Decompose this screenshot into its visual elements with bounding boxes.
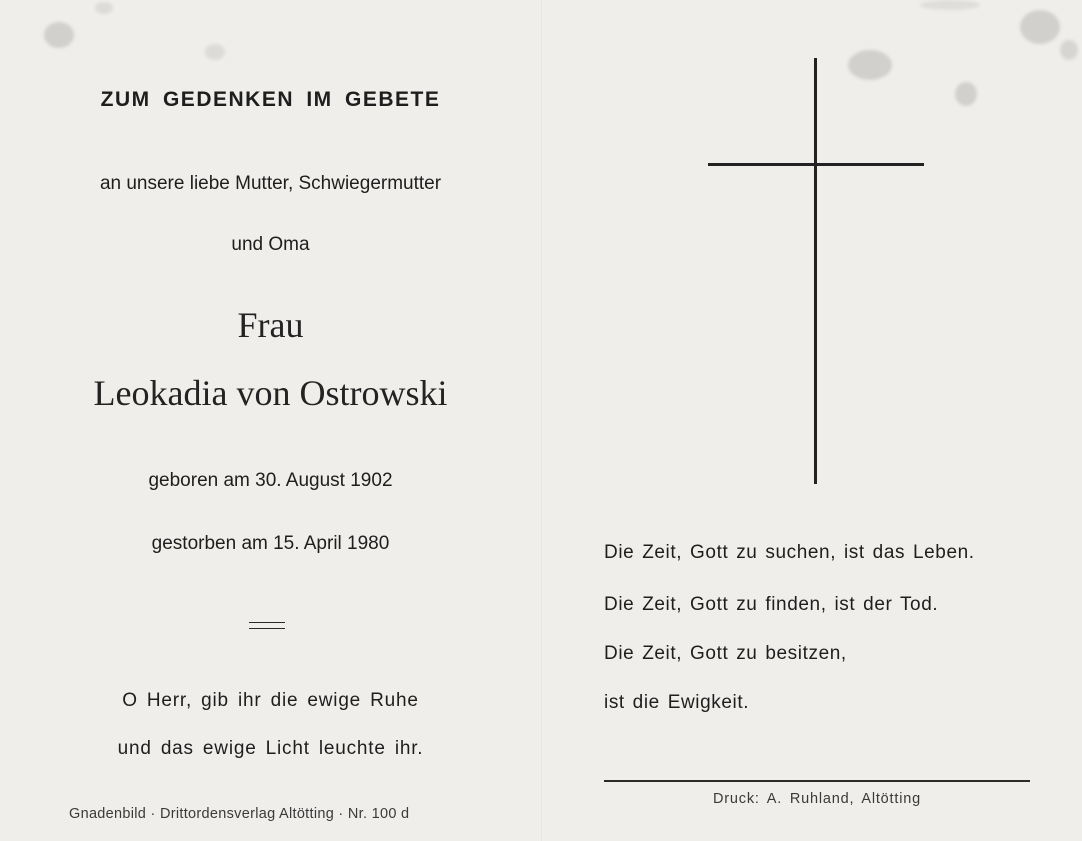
prayer-line-2: und das ewige Licht leuchte ihr.	[117, 738, 424, 759]
double-rule-divider	[249, 622, 285, 629]
publisher-footer: Gnadenbild · Drittordensverlag Altötting · Nr. 100 d	[69, 806, 410, 822]
footer-rule	[604, 780, 1030, 782]
quote-line-4: ist die Ewigkeit.	[604, 692, 750, 713]
paper-stain	[955, 82, 977, 106]
dedication-line-2: und Oma	[231, 234, 310, 255]
quote-line-3: Die Zeit, Gott zu besitzen,	[604, 643, 847, 664]
paper-stain	[848, 50, 892, 80]
card-heading: ZUM GEDENKEN IM GEBETE	[100, 88, 441, 111]
cross-horizontal-bar	[708, 163, 924, 166]
paper-stain	[1060, 40, 1078, 60]
deceased-name: Leokadia von Ostrowski	[93, 373, 448, 413]
prayer-line-1: O Herr, gib ihr die ewige Ruhe	[122, 690, 419, 711]
dedication-line-1: an unsere liebe Mutter, Schwiegermutter	[99, 173, 442, 194]
printer-credit: Druck: A. Ruhland, Altötting	[713, 791, 921, 807]
center-fold	[541, 0, 542, 841]
death-date: gestorben am 15. April 1980	[151, 533, 390, 554]
paper-stain	[920, 0, 980, 10]
quote-line-1: Die Zeit, Gott zu suchen, ist das Leben.	[604, 542, 975, 563]
honorific-title: Frau	[237, 305, 304, 345]
birth-date: geboren am 30. August 1902	[148, 470, 393, 491]
quote-line-2: Die Zeit, Gott zu finden, ist der Tod.	[604, 594, 939, 615]
paper-stain	[1020, 10, 1060, 44]
cross-vertical-bar	[814, 58, 817, 484]
